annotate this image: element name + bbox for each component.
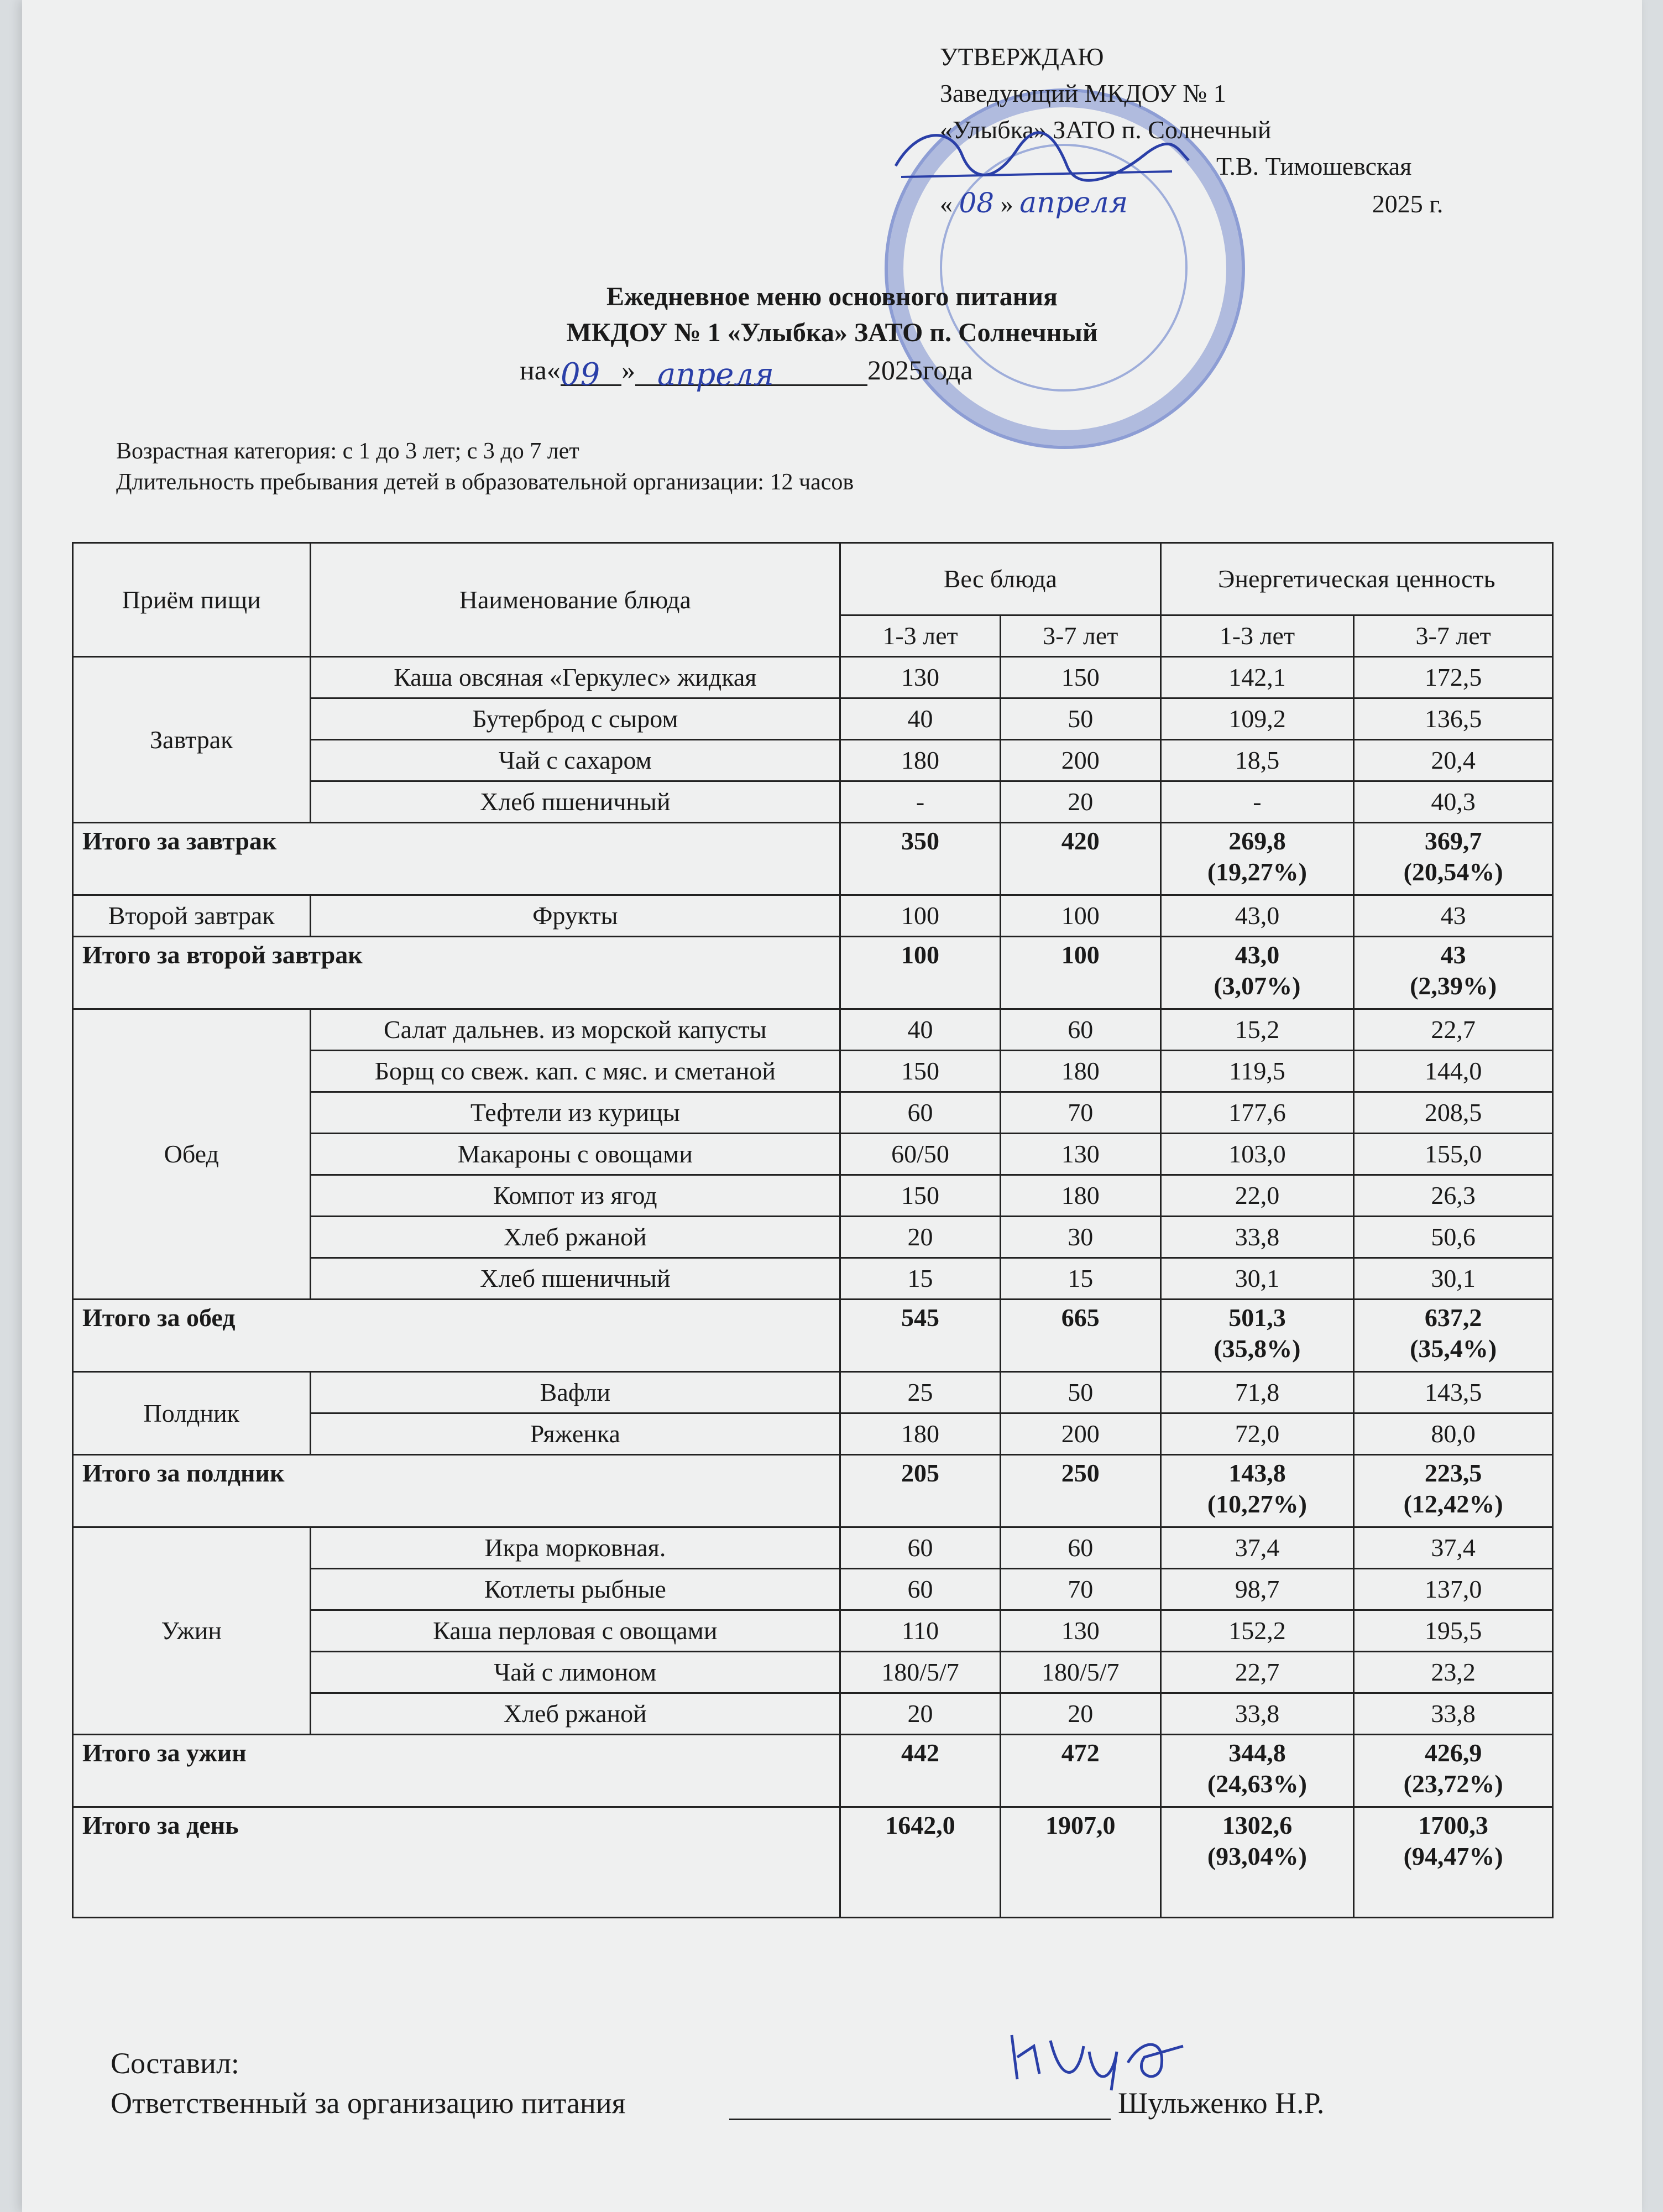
weight-age2: 100 [1000,895,1160,937]
day-total-row [73,1807,1553,1918]
weight-age2: 70 [1000,1092,1160,1134]
approval-date-month: апреля [1019,186,1128,220]
header-weight-age1: 1-3 лет [840,615,1001,657]
meal-name: Ужин [73,1527,311,1735]
doc-title-line1: Ежедневное меню основного питания [606,282,1058,311]
energy-age1: 72,0 [1160,1413,1354,1455]
total-label: Итого за завтрак [73,823,840,895]
energy-age2: 143,5 [1354,1372,1553,1413]
day-total-weight-age2: 1907,0 [1000,1807,1160,1918]
total-energy-age2: 369,7 (20,54%) [1354,823,1553,895]
weight-age1: 150 [840,1051,1001,1092]
total-row [73,937,1553,1009]
dish-name: Чай с лимоном [310,1652,840,1693]
weight-age1: 130 [840,657,1001,698]
total-row [73,1300,1553,1372]
energy-age2: 80,0 [1354,1413,1553,1455]
dish-name: Тефтели из курицы [310,1092,840,1134]
energy-age2: 22,7 [1354,1009,1553,1051]
energy-age2: 26,3 [1354,1175,1553,1217]
energy-age2: 172,5 [1354,657,1553,698]
weight-age2: 180 [1000,1175,1160,1217]
weight-age1: 25 [840,1372,1001,1413]
dish-name: Хлеб ржаной [310,1217,840,1258]
weight-age1: 60 [840,1092,1001,1134]
weight-age1: 180/5/7 [840,1652,1001,1693]
footer-compiled: Составил: [111,2047,239,2080]
table-row [73,1527,1553,1569]
energy-age2: 208,5 [1354,1092,1553,1134]
energy-age2: 50,6 [1354,1217,1553,1258]
dish-name: Борщ со свеж. кап. с мяс. и сметаной [310,1051,840,1092]
weight-age1: 180 [840,740,1001,781]
total-weight-age2: 420 [1000,823,1160,895]
footer-responsible: Ответственный за организацию питания [111,2086,626,2120]
doc-title-line2: МКДОУ № 1 «Улыбка» ЗАТО п. Солнечный [566,318,1098,347]
responsible-signature [1001,2013,1200,2096]
document-page [22,0,1642,2212]
dish-name: Хлеб пшеничный [310,1258,840,1300]
dish-name: Ряженка [310,1413,840,1455]
approval-date-line: « 08 » апреля 2025 г. [940,186,1444,220]
menu-table [72,542,1554,1918]
weight-age2: 130 [1000,1610,1160,1652]
dish-name: Хлеб пшеничный [310,781,840,823]
dish-name: Бутерброд с сыром [310,698,840,740]
meal-name: Обед [73,1009,311,1300]
dish-name: Вафли [310,1372,840,1413]
total-weight-age1: 205 [840,1455,1001,1527]
weight-age1: - [840,781,1001,823]
energy-age2: 40,3 [1354,781,1553,823]
dish-name: Салат дальнев. из морской капусты [310,1009,840,1051]
approval-organization: «Улыбка» ЗАТО п. Солнечный [940,116,1272,144]
weight-age2: 70 [1000,1569,1160,1610]
menu-date-day: 09 [560,357,600,393]
total-weight-age2: 250 [1000,1455,1160,1527]
weight-age2: 60 [1000,1527,1160,1569]
weight-age1: 60 [840,1569,1001,1610]
menu-date: на«09 » апреля 2025года [520,354,973,393]
dish-name: Каша овсяная «Геркулес» жидкая [310,657,840,698]
energy-age2: 20,4 [1354,740,1553,781]
total-row [73,823,1553,895]
day-total-energy-age2: 1700,3 (94,47%) [1354,1807,1553,1918]
dish-name: Икра морковная. [310,1527,840,1569]
total-weight-age2: 472 [1000,1735,1160,1807]
weight-age1: 15 [840,1258,1001,1300]
weight-age1: 110 [840,1610,1001,1652]
energy-age1: 71,8 [1160,1372,1354,1413]
total-energy-age2: 637,2 (35,4%) [1354,1300,1553,1372]
age-category: Возрастная категория: с 1 до 3 лет; с 3 до 7 лет [116,439,579,464]
weight-age2: 20 [1000,781,1160,823]
weight-age2: 50 [1000,1372,1160,1413]
weight-age1: 40 [840,1009,1001,1051]
energy-age2: 195,5 [1354,1610,1553,1652]
day-total-weight-age1: 1642,0 [840,1807,1001,1918]
energy-age2: 30,1 [1354,1258,1553,1300]
weight-age2: 180/5/7 [1000,1652,1160,1693]
header-energy-age2: 3-7 лет [1354,615,1553,657]
total-weight-age1: 442 [840,1735,1001,1807]
energy-age1: 119,5 [1160,1051,1354,1092]
approval-date-year: 2025 г. [1372,190,1444,218]
energy-age2: 144,0 [1354,1051,1553,1092]
energy-age1: 15,2 [1160,1009,1354,1051]
table-row [73,657,1553,698]
total-row [73,1735,1553,1807]
energy-age2: 155,0 [1354,1134,1553,1175]
total-row [73,1455,1553,1527]
energy-age1: 142,1 [1160,657,1354,698]
weight-age1: 20 [840,1693,1001,1735]
meal-name: Завтрак [73,657,311,823]
weight-age2: 150 [1000,657,1160,698]
energy-age1: 22,0 [1160,1175,1354,1217]
energy-age2: 23,2 [1354,1652,1553,1693]
weight-age2: 50 [1000,698,1160,740]
energy-age1: 22,7 [1160,1652,1354,1693]
energy-age2: 33,8 [1354,1693,1553,1735]
weight-age2: 30 [1000,1217,1160,1258]
total-weight-age1: 545 [840,1300,1001,1372]
energy-age2: 137,0 [1354,1569,1553,1610]
dish-name: Фрукты [310,895,840,937]
weight-age2: 180 [1000,1051,1160,1092]
weight-age1: 60/50 [840,1134,1001,1175]
day-total-energy-age1: 1302,6 (93,04%) [1160,1807,1354,1918]
menu-date-year: 2025года [867,354,973,385]
dish-name: Каша перловая с овощами [310,1610,840,1652]
total-weight-age2: 665 [1000,1300,1160,1372]
approval-position: Заведующий МКДОУ № 1 [940,79,1226,107]
table-row [73,895,1553,937]
weight-age1: 150 [840,1175,1001,1217]
total-energy-age1: 269,8 (19,27%) [1160,823,1354,895]
header-meal: Приём пищи [73,543,311,657]
footer-name: Шульженко Н.Р. [1118,2086,1325,2120]
total-energy-age1: 43,0 (3,07%) [1160,937,1354,1009]
total-energy-age2: 426,9 (23,72%) [1354,1735,1553,1807]
energy-age2: 43 [1354,895,1553,937]
total-energy-age2: 223,5 (12,42%) [1354,1455,1553,1527]
dish-name: Компот из ягод [310,1175,840,1217]
energy-age1: 103,0 [1160,1134,1354,1175]
total-weight-age1: 350 [840,823,1001,895]
stay-duration: Длительность пребывания детей в образовательной организации: 12 часов [116,469,854,495]
total-energy-age1: 344,8 (24,63%) [1160,1735,1354,1807]
header-dish: Наименование блюда [310,543,840,657]
weight-age1: 40 [840,698,1001,740]
weight-age2: 200 [1000,1413,1160,1455]
total-label: Итого за второй завтрак [73,937,840,1009]
header-weight: Вес блюда [840,543,1160,615]
header-weight-age2: 3-7 лет [1000,615,1160,657]
dish-name: Макароны с овощами [310,1134,840,1175]
director-signature [885,116,1194,199]
approval-heading: УТВЕРЖДАЮ [940,43,1104,71]
weight-age2: 20 [1000,1693,1160,1735]
energy-age2: 37,4 [1354,1527,1553,1569]
table-row [73,1372,1553,1413]
energy-age1: 30,1 [1160,1258,1354,1300]
energy-age1: 37,4 [1160,1527,1354,1569]
meal-name: Полдник [73,1372,311,1455]
total-label: Итого за полдник [73,1455,840,1527]
energy-age1: 43,0 [1160,895,1354,937]
energy-age1: 18,5 [1160,740,1354,781]
weight-age1: 100 [840,895,1001,937]
total-label: Итого за обед [73,1300,840,1372]
weight-age1: 180 [840,1413,1001,1455]
dish-name: Котлеты рыбные [310,1569,840,1610]
energy-age1: 177,6 [1160,1092,1354,1134]
weight-age2: 15 [1000,1258,1160,1300]
approval-date-day: 08 [959,187,995,219]
total-energy-age1: 143,8 (10,27%) [1160,1455,1354,1527]
weight-age2: 130 [1000,1134,1160,1175]
weight-age2: 60 [1000,1009,1160,1051]
energy-age1: 33,8 [1160,1217,1354,1258]
total-weight-age1: 100 [840,937,1001,1009]
energy-age1: 109,2 [1160,698,1354,740]
day-total-label: Итого за день [73,1807,840,1918]
energy-age1: - [1160,781,1354,823]
total-label: Итого за ужин [73,1735,840,1807]
weight-age1: 20 [840,1217,1001,1258]
energy-age1: 98,7 [1160,1569,1354,1610]
weight-age1: 60 [840,1527,1001,1569]
energy-age2: 136,5 [1354,698,1553,740]
total-energy-age2: 43 (2,39%) [1354,937,1553,1009]
energy-age1: 152,2 [1160,1610,1354,1652]
total-energy-age1: 501,3 (35,8%) [1160,1300,1354,1372]
approval-signer: Т.В. Тимошевская [1216,152,1412,180]
header-energy-age1: 1-3 лет [1160,615,1354,657]
dish-name: Чай с сахаром [310,740,840,781]
total-weight-age2: 100 [1000,937,1160,1009]
menu-date-month: апреля [657,357,775,393]
dish-name: Хлеб ржаной [310,1693,840,1735]
meal-name: Второй завтрак [73,895,311,937]
energy-age1: 33,8 [1160,1693,1354,1735]
table-row [73,1009,1553,1051]
header-energy: Энергетическая ценность [1160,543,1552,615]
weight-age2: 200 [1000,740,1160,781]
